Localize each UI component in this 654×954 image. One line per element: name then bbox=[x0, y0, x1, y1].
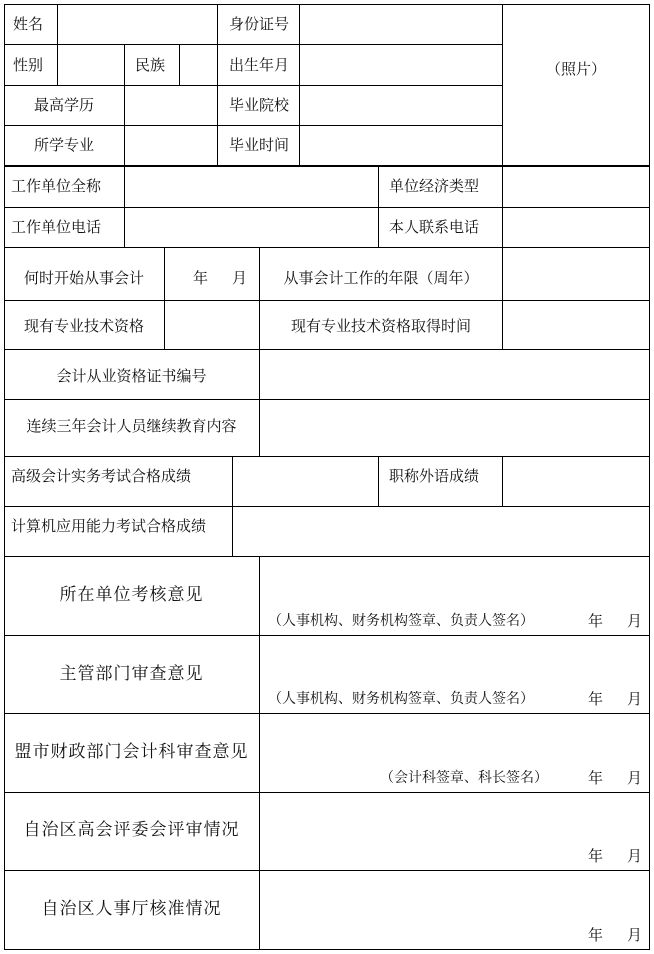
rule bbox=[124, 166, 125, 247]
unit-opinion-label: 所在单位考核意见 bbox=[59, 585, 204, 605]
year-unit: 年 bbox=[588, 612, 604, 630]
year-unit: 年 bbox=[588, 926, 604, 944]
year-unit: 年 bbox=[588, 769, 604, 787]
rule bbox=[4, 556, 650, 557]
rule bbox=[502, 166, 503, 247]
month-unit: 月 bbox=[627, 847, 643, 865]
rule bbox=[217, 4, 218, 166]
year-unit: 年 bbox=[588, 847, 604, 865]
start-accounting-label: 何时开始从事会计 bbox=[23, 269, 144, 287]
contact-phone-label: 本人联系电话 bbox=[389, 218, 480, 236]
rule bbox=[4, 349, 650, 350]
year-unit: 年 bbox=[588, 690, 604, 708]
major-label: 所学专业 bbox=[33, 136, 94, 154]
accounting-years-label: 从事会计工作的年限（周年） bbox=[283, 269, 479, 287]
ethnicity-label: 民族 bbox=[135, 56, 166, 74]
rule bbox=[4, 399, 650, 400]
rule bbox=[4, 125, 502, 126]
committee-review-label: 自治区高会评委会评审情况 bbox=[23, 820, 240, 840]
name-label: 姓名 bbox=[13, 15, 44, 33]
gender-label: 性别 bbox=[13, 56, 44, 74]
birth-date-label: 出生年月 bbox=[229, 56, 290, 74]
rule bbox=[4, 506, 650, 507]
employer-phone-label: 工作单位电话 bbox=[11, 218, 102, 236]
language-score-label: 职称外语成绩 bbox=[389, 467, 480, 485]
rule bbox=[378, 456, 379, 506]
rule bbox=[378, 166, 379, 247]
rule bbox=[4, 44, 502, 45]
rule bbox=[4, 713, 650, 714]
econ-type-label: 单位经济类型 bbox=[389, 177, 480, 195]
hr-approval-label: 自治区人事厅核准情况 bbox=[41, 899, 222, 919]
rule bbox=[4, 85, 502, 86]
certificate-number-label: 会计从业资格证书编号 bbox=[56, 367, 207, 385]
month-unit: 月 bbox=[627, 612, 643, 630]
year-unit: 年 bbox=[193, 269, 209, 287]
exam-score-label: 高级会计实务考试合格成绩 bbox=[11, 467, 192, 485]
rule bbox=[4, 300, 650, 301]
rule bbox=[4, 870, 650, 871]
rule bbox=[299, 4, 300, 166]
education-label: 最高学历 bbox=[33, 96, 94, 114]
qualification-time-label: 现有专业技术资格取得时间 bbox=[290, 317, 471, 335]
computer-score-label: 计算机应用能力考试合格成绩 bbox=[11, 517, 207, 535]
rule bbox=[4, 247, 650, 248]
finance-signature-note: （会计科签章、科长签名） bbox=[380, 770, 548, 786]
rule bbox=[4, 456, 650, 457]
employer-label: 工作单位全称 bbox=[11, 177, 102, 195]
rule bbox=[259, 556, 260, 950]
rule bbox=[124, 44, 125, 166]
continuing-education-label: 连续三年会计人员继续教育内容 bbox=[26, 417, 237, 435]
photo-placeholder: （照片） bbox=[545, 60, 606, 78]
id-number-label: 身份证号 bbox=[229, 15, 290, 33]
rule bbox=[57, 4, 58, 85]
month-unit: 月 bbox=[627, 926, 643, 944]
month-unit: 月 bbox=[232, 269, 248, 287]
rule bbox=[4, 792, 650, 793]
rule bbox=[502, 456, 503, 506]
qualification-label: 现有专业技术资格 bbox=[23, 317, 144, 335]
rule bbox=[232, 456, 233, 556]
rule bbox=[502, 4, 503, 166]
school-label: 毕业院校 bbox=[229, 96, 290, 114]
dept-opinion-label: 主管部门审查意见 bbox=[59, 664, 204, 684]
rule bbox=[502, 247, 503, 349]
rule bbox=[4, 635, 650, 636]
month-unit: 月 bbox=[627, 690, 643, 708]
unit-signature-note: （人事机构、财务机构签章、负责人签名） bbox=[268, 613, 534, 629]
rule bbox=[4, 165, 650, 167]
rule bbox=[4, 207, 650, 208]
finance-opinion-label: 盟市财政部门会计科审查意见 bbox=[14, 742, 249, 762]
rule bbox=[179, 44, 180, 85]
month-unit: 月 bbox=[627, 769, 643, 787]
rule bbox=[164, 247, 165, 349]
graduation-time-label: 毕业时间 bbox=[229, 136, 290, 154]
dept-signature-note: （人事机构、财务机构签章、负责人签名） bbox=[268, 691, 534, 707]
